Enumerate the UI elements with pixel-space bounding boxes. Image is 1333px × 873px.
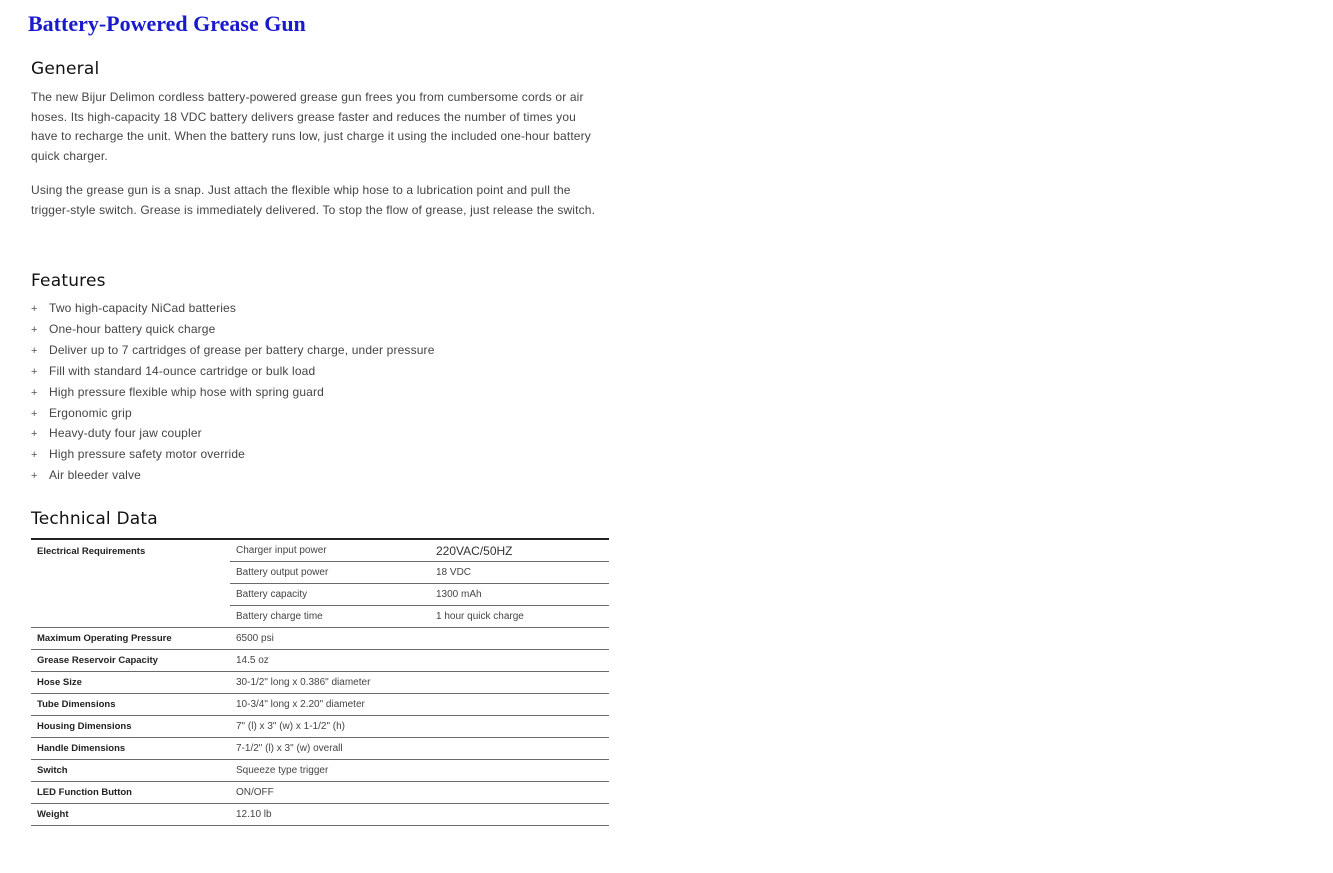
feature-text: High pressure flexible whip hose with spring guard	[49, 384, 324, 399]
spec-value: 1 hour quick charge	[430, 606, 609, 628]
feature-text: One-hour battery quick charge	[49, 321, 216, 336]
general-heading: General	[31, 59, 100, 79]
plus-bullet-icon: +	[31, 470, 38, 483]
feature-item	[31, 404, 435, 425]
plus-bullet-icon: +	[31, 449, 38, 462]
spec-value: ON/OFF	[230, 782, 609, 804]
spec-value: 1300 mAh	[430, 584, 609, 606]
plus-bullet-icon: +	[31, 386, 38, 399]
feature-item	[31, 320, 435, 341]
spec-value: 220VAC/50HZ	[430, 539, 609, 562]
plus-bullet-icon: +	[31, 407, 38, 420]
table-row	[31, 760, 609, 782]
spec-label: Hose Size	[31, 672, 230, 694]
spec-value: 30-1/2" long x 0.386" diameter	[230, 672, 609, 694]
spec-sub-label: Battery output power	[230, 562, 430, 584]
table-row	[31, 694, 609, 716]
table-row	[31, 804, 609, 826]
spec-value: 6500 psi	[230, 628, 609, 650]
features-list	[31, 299, 435, 487]
feature-item	[31, 466, 435, 487]
feature-text: Deliver up to 7 cartridges of grease per battery charge, under pressure	[49, 342, 435, 357]
feature-text: Fill with standard 14-ounce cartridge or bulk load	[49, 363, 316, 378]
spec-label: Switch	[31, 760, 230, 782]
spec-value: 7-1/2" (l) x 3" (w) overall	[230, 738, 609, 760]
spec-label: Maximum Operating Pressure	[31, 628, 230, 650]
plus-bullet-icon: +	[31, 303, 38, 315]
table-row	[31, 716, 609, 738]
spec-sub-label: Battery capacity	[230, 584, 430, 606]
table-row	[31, 628, 609, 650]
general-paragraph-2: Using the grease gun is a snap. Just attach the flexible whip hose to a lubrication point and pull the trigger-style switch. Grease is immediately delivered. To stop the flow of grease, just release the switch.	[31, 183, 596, 217]
plus-bullet-icon: +	[31, 365, 38, 378]
spec-label: Handle Dimensions	[31, 738, 230, 760]
table-row	[31, 650, 609, 672]
table-row	[31, 782, 609, 804]
feature-text: Air bleeder valve	[49, 468, 141, 483]
spec-value: Squeeze type trigger	[230, 760, 609, 782]
feature-item	[31, 341, 435, 362]
feature-item	[31, 299, 435, 320]
spec-label: Grease Reservoir Capacity	[31, 650, 230, 672]
plus-bullet-icon: +	[31, 344, 38, 357]
table-row	[31, 738, 609, 760]
feature-text: Two high-capacity NiCad batteries	[49, 301, 237, 315]
technical-data-table	[31, 538, 609, 826]
spec-label: LED Function Button	[31, 782, 230, 804]
technical-data-heading: Technical Data	[31, 509, 158, 529]
spec-value: 10-3/4" long x 2.20" diameter	[230, 694, 609, 716]
feature-item	[31, 362, 435, 383]
feature-text: Heavy-duty four jaw coupler	[49, 426, 202, 441]
spec-sub-label: Charger input power	[230, 539, 430, 562]
spec-label: Electrical Requirements	[31, 539, 230, 628]
plus-bullet-icon: +	[31, 323, 38, 336]
feature-text: Ergonomic grip	[49, 405, 132, 420]
plus-bullet-icon: +	[31, 428, 38, 441]
spec-label: Tube Dimensions	[31, 694, 230, 716]
spec-value: 7" (l) x 3" (w) x 1-1/2" (h)	[230, 716, 609, 738]
features-heading: Features	[31, 271, 106, 291]
spec-sub-label: Battery charge time	[230, 606, 430, 628]
table-row	[31, 539, 609, 562]
spec-label: Housing Dimensions	[31, 716, 230, 738]
feature-text: High pressure safety motor override	[49, 447, 245, 462]
general-paragraph-1: The new Bijur Delimon cordless battery-powered grease gun frees you from cumbersome cords or air hoses. Its high-capacity 18 VDC battery delivers grease faster and reduces the number of times you have to recharge the unit. When the battery runs low, just charge it using the included one-hour battery quick charger.	[31, 90, 591, 164]
feature-item	[31, 424, 435, 445]
spec-value: 18 VDC	[430, 562, 609, 584]
spec-value: 14.5 oz	[230, 650, 609, 672]
page-title: Battery-Powered Grease Gun	[28, 11, 306, 36]
feature-item	[31, 383, 435, 404]
feature-item	[31, 445, 435, 466]
table-row	[31, 672, 609, 694]
spec-value: 12.10 lb	[230, 804, 609, 826]
spec-label: Weight	[31, 804, 230, 826]
